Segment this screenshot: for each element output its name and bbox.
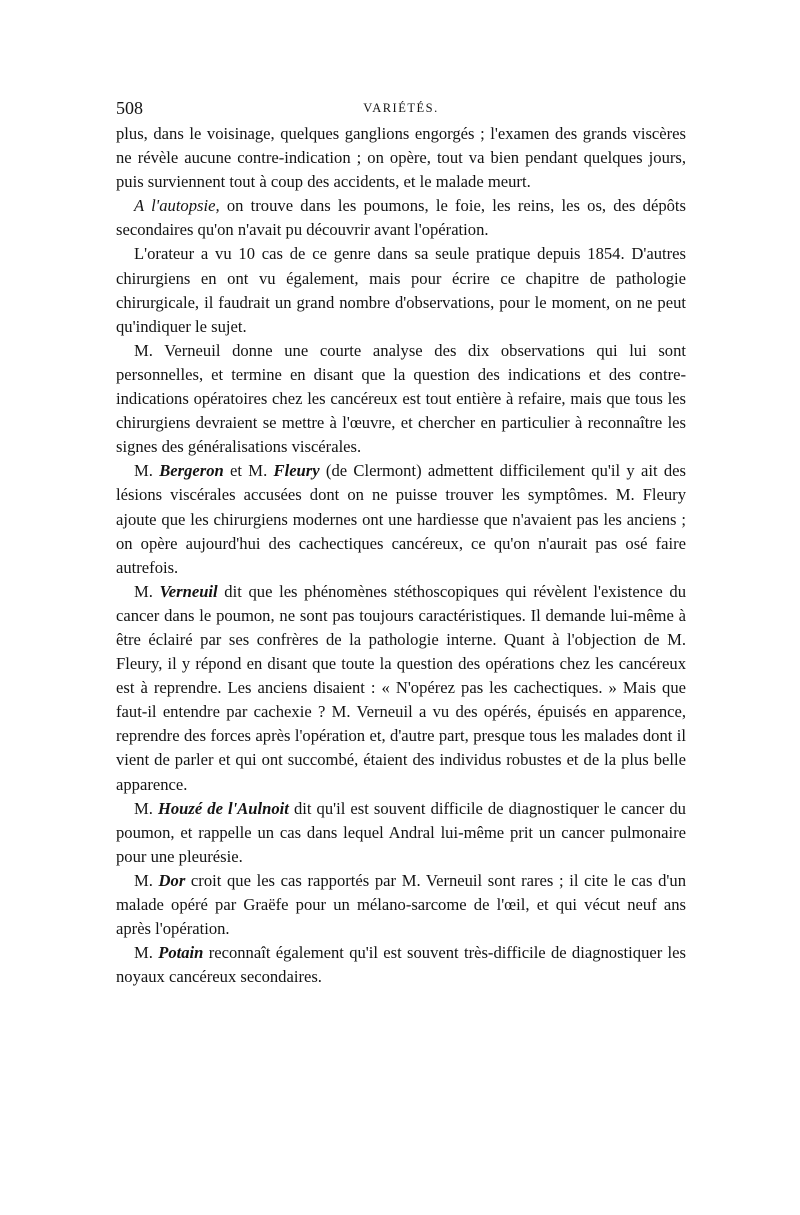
paragraph-text: dit qu'il est souvent difficile de diagnostiquer le cancer du poumon, et rappelle un cas dans lequel Andral lui-même prit un cancer pulmonaire pour une pleurésie. bbox=[116, 798, 686, 866]
paragraph-text: on trouve dans les poumons, le foie, les reins, les os, des dépôts secondaires qu'on n'avait pu découvrir avant l'opération. bbox=[116, 196, 686, 240]
running-head bbox=[116, 92, 686, 122]
speaker-connector: et M. bbox=[223, 461, 274, 481]
running-title: VARIÉTÉS. bbox=[363, 101, 439, 115]
speaker-name: Bergeron bbox=[159, 461, 224, 481]
speaker-name: Houzé de l'Aulnoit bbox=[157, 798, 289, 818]
paragraph-verneuil-analyse bbox=[116, 339, 686, 459]
speaker-prefix: M. bbox=[134, 581, 160, 601]
paragraph-autopsie bbox=[116, 194, 686, 242]
paragraph-text: plus, dans le voisinage, quelques ganglions engorgés ; l'examen des grands viscères ne révèle aucune contre-indication ; on opère, tout va bien pendant quelques jours, puis surviennent tout à coup des accidents, et le malade meurt. bbox=[116, 124, 686, 192]
speaker-prefix: M. bbox=[134, 943, 159, 963]
book-page bbox=[116, 92, 686, 989]
speaker-prefix: M. bbox=[134, 798, 158, 818]
paragraph-bergeron-fleury bbox=[116, 459, 686, 579]
italic-lead: A l'autopsie, bbox=[134, 196, 220, 216]
speaker-name: Fleury bbox=[273, 461, 320, 481]
paragraph-text: M. Verneuil donne une courte analyse des dix observations qui lui sont personnelles, et termine en disant que la question des indications et des contre-indications opératoires chez les cancéreux est tout entière à refaire, mais que tous les chirurgiens devraient se mettre à l'œuvre, et chercher en particulier à reconnaître les signes des généralisations viscérales. bbox=[116, 340, 686, 457]
speaker-name: Verneuil bbox=[159, 581, 218, 601]
paragraph-verneuil-reply bbox=[116, 580, 686, 797]
paragraph-text: reconnaît également qu'il est souvent très-difficile de diagnostiquer les noyaux cancéreux secondaires. bbox=[116, 943, 686, 987]
paragraph-potain bbox=[116, 941, 686, 989]
paragraph-dor bbox=[116, 869, 686, 941]
body-text bbox=[116, 122, 686, 989]
speaker-prefix: M. bbox=[134, 461, 160, 481]
paragraph-text: L'orateur a vu 10 cas de ce genre dans sa seule pratique depuis 1854. D'autres chirurgiens en ont vu également, mais pour écrire ce chapitre de pathologie chirurgicale, il faudrait un grand nombre d'observations, pour le moment, on ne peut qu'indiquer le sujet. bbox=[116, 244, 686, 336]
paragraph-text: dit que les phénomènes stéthoscopiques qui révèlent l'existence du cancer dans le poumon, ne sont pas toujours caractéristiques. Il demande lui-même à être éclairé par ses confrères de la pathologie interne. Quant à l'objection de M. Fleury, il y répond en disant que toute la question des opérations chez les cancéreux est à reprendre. Les anciens disaient : « N'opérez pas les cachectiques. » Mais que faut-il entendre par cachexie ? M. Verneuil a vu des opérés, épuisés en apparence, reprendre des forces après l'opération et, d'autre part, presque tous les malades dont il vient de parler et qui ont succombé, étaient des individus robustes et de la plus belle apparence. bbox=[116, 581, 686, 794]
paragraph-text: croit que les cas rapportés par M. Verneuil sont rares ; il cite le cas d'un malade opéré par Graëfe pour un mélano-sarcome de l'œil, et qui vécut neuf ans après l'opération. bbox=[116, 870, 686, 939]
speaker-prefix: M. bbox=[134, 870, 159, 890]
paragraph-continuation bbox=[116, 122, 686, 194]
speaker-name: Potain bbox=[158, 943, 204, 963]
page-number: 508 bbox=[116, 98, 143, 118]
speaker-name: Dor bbox=[158, 870, 186, 890]
paragraph-text: (de Clermont) admettent difficilement qu'il y ait des lésions viscérales accusées dont on ne puisse trouver les symptômes. M. Fleury ajoute que les chirurgiens modernes ont une hardiesse que n'avaient pas les anciens ; on opère aujourd'hui des cachectiques cancéreux, ce qu'on n'aurait pas osé faire autrefois. bbox=[116, 461, 686, 577]
paragraph-orateur bbox=[116, 242, 686, 338]
paragraph-houze bbox=[116, 797, 686, 869]
